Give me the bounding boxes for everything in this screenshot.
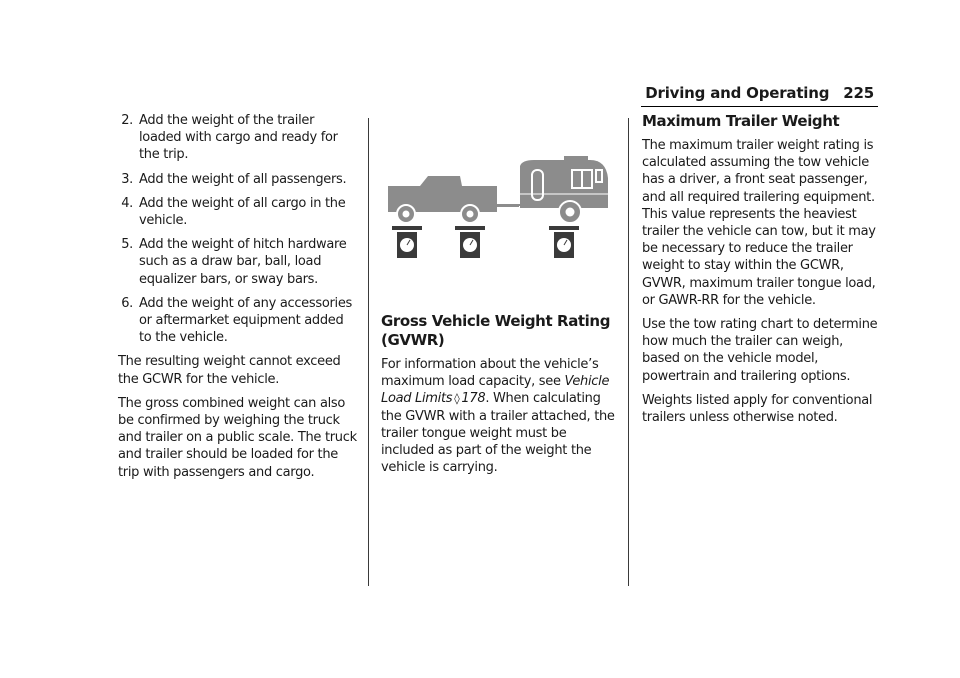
max-trailer-weight-heading: Maximum Trailer Weight [642,112,840,130]
step-number: 2. [121,113,133,128]
vehicle-load-limits-link[interactable]: Vehicle Load Limits [381,374,610,407]
gvwr-paragraph [381,356,617,476]
trailer-icon [504,156,608,223]
list-item [118,112,358,164]
page-reference-icon: ◊ [454,392,460,406]
step-text: Add the weight of all passengers. [139,171,347,187]
step-number: 3. [121,171,133,187]
header-rule [641,106,878,107]
step-text: Add the weight of hitch hardware such as a draw bar, ball, load equalizer bars, or sway bars. [139,237,347,287]
step-text: Add the weight of any accessories or aftermarket equipment added to the vehicle. [139,295,353,346]
step-number: 6. [121,295,133,311]
steps-list [118,112,358,346]
column-2 [381,312,617,483]
column-1 [118,112,358,488]
step-text: Add the weight of all cargo in the vehicle. [139,195,346,229]
tow-rating-paragraph: Use the tow rating chart to determine how much the trailer can weigh, based on the vehicle model, powertrain and trailering options. [642,317,878,384]
conventional-trailers-paragraph: Weights listed apply for conventional trailers unless otherwise noted. [642,392,873,426]
public-scale-paragraph: The gross combined weight can also be confirmed by weighing the truck and trailer on a public scale. The truck and trailer should be loaded for the trip with passengers and cargo. [118,395,357,480]
list-item [118,236,358,288]
truck-icon [388,176,519,223]
section-title: Driving and Operating [645,84,830,102]
column-divider [628,118,629,586]
step-text: Add the weight of the trailer loaded with cargo and ready for the trip. [139,113,338,163]
step-number: 4. [121,195,133,211]
list-item [118,171,358,188]
column-divider [368,118,369,586]
list-item [118,295,358,347]
gcwr-paragraph: The resulting weight cannot exceed the GCWR for the vehicle. [118,354,341,387]
gvwr-text: For information about the vehicle’s maximum load capacity, see [381,357,599,390]
scale-icon [549,226,579,258]
page-header [645,84,874,102]
xref-page-number[interactable]: 178 [461,391,486,407]
max-trailer-weight-paragraph: The maximum trailer weight rating is calculated assuming the tow vehicle has a driver, a front seat passenger, and all required trailering equipment. This value represents the heaviest trailer the vehicle can tow, but it may be necessary to reduce the trailer weight to stay within the GCWR, GVWR, maximum trailer tongue load, or GAWR-RR for the vehicle. [642,138,876,308]
page-number: 225 [843,84,874,102]
column-3 [642,112,878,433]
gvwr-text: . When calculating the GVWR with a trailer attached, the trailer tongue weight must be included as part of the weight the vehicle is carrying. [381,391,615,476]
truck-trailer-scale-illustration [384,156,614,266]
gvwr-heading: Gross Vehicle Weight Rating (GVWR) [381,312,611,349]
scale-icon [392,226,422,258]
step-number: 5. [121,237,133,253]
list-item [118,195,358,229]
scale-icon [455,226,485,258]
